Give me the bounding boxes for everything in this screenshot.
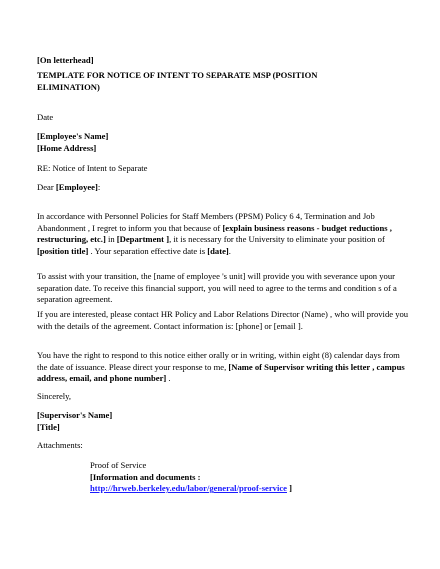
title-line-2: ELIMINATION) xyxy=(37,81,100,92)
para1-text-4: . Your separation effective date is xyxy=(88,245,208,256)
para4-supervisor-contact: [Name of Supervisor writing this letter , campus address, email, and phone number] xyxy=(37,361,405,384)
re-line: RE: Notice of Intent to Separate xyxy=(37,163,148,173)
para1-department: [Department ] xyxy=(116,234,170,245)
para1-business-reasons: [explain business reasons - budget reductions , restructuring, etc.] xyxy=(37,222,392,245)
supervisor-title: [Title] xyxy=(37,421,60,432)
para1-text-1: In accordance with Personnel Policies for Staff Members (PPSM) Policy 6 4, Termination and Job Abandonment , I regret to inform you that because of xyxy=(37,211,375,233)
para1-date: [date] xyxy=(207,245,229,256)
document-title xyxy=(37,70,409,93)
recipient-block xyxy=(37,131,409,154)
salutation-suffix: : xyxy=(97,182,101,192)
letterhead-note: [On letterhead] xyxy=(37,55,94,65)
proof-of-service-link[interactable]: http://hrweb.berkeley.edu/labor/general/proof-service xyxy=(90,483,287,494)
salutation xyxy=(37,182,409,194)
paragraph-separation-notice xyxy=(37,211,409,257)
signature-block xyxy=(37,410,409,433)
proof-of-service: Proof of Service xyxy=(90,460,147,470)
attachments-label: Attachments: xyxy=(37,440,83,450)
paragraph-contact-info: If you are interested, please contact HR Policy and Labor Relations Director (Name) , who will provide you with the details of the agreement. Contact information is: [phone] or [email ]. xyxy=(37,309,409,331)
para1-position-title: [position title] xyxy=(37,245,89,256)
salutation-name: [Employee] xyxy=(55,182,98,192)
para1-text-3: , it is necessary for the University to eliminate your position of xyxy=(169,234,385,245)
link-close-bracket: ] xyxy=(287,483,293,494)
information-documents: [Information and documents : xyxy=(90,471,201,482)
para4-text-1: You have the right to respond to this notice either orally or in writing, within eight (8) calendar days from the date of issuance. Please direct your response to me, xyxy=(37,350,400,372)
attachment-item xyxy=(90,460,410,495)
date-line: Date xyxy=(37,112,54,122)
para4-text-2: . xyxy=(166,373,171,384)
employee-name: [Employee's Name] xyxy=(37,131,109,141)
paragraph-right-to-respond xyxy=(37,350,409,385)
closing: Sincerely, xyxy=(37,391,72,401)
para1-text-2: in xyxy=(105,234,117,245)
para1-text-5: . xyxy=(228,245,231,256)
title-line-1: TEMPLATE FOR NOTICE OF INTENT TO SEPARATE MSP (POSITION xyxy=(37,70,318,80)
home-address: [Home Address] xyxy=(37,142,97,153)
supervisor-name: [Supervisor's Name] xyxy=(37,410,113,420)
salutation-prefix: Dear xyxy=(37,182,56,192)
paragraph-transition-assistance: To assist with your transition, the [name of employee 's unit] will provide you with severance upon your separation date. To receive this financial support, you will need to agree to the terms and condition s of a separation agreement. xyxy=(37,271,397,305)
